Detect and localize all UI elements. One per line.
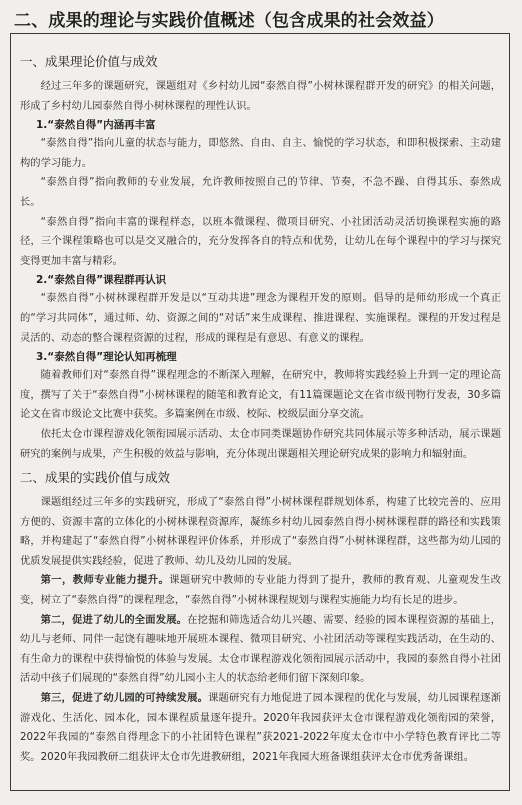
practice-intro-paragraph: 课题组经过三年多的实践研究，形成了“泰然自得”小树林课程群规划体系，构建了比较完善的、应用方便的、资源丰富的立体化的小树林课程资源库，凝练乡村幼儿园泰然自得小树林课程群的路径和实践策略，并构建起了“泰然自得”小树林课程评价体系，并形成了“泰然自得”小树林课程群，这些都为幼儿园的优质发展提供实践经验，促进了教师、幼儿及幼儿园的发展。 — [20, 496, 501, 567]
item-lead-teachers: 第一，教师专业能力提升。 — [40, 574, 170, 587]
item-text-kindergarten: 课题研究有力地促进了园本课程的优化与发展，幼儿园课程逐渐游戏化、生活化、园本化，园本课程质量逐年提升。2020年我园获评太仓市课程游戏化领衔园的荣誉，2022年我园的“泰然自得理念下的小社团特色课程”获2021-2022年度太仓市中小学特色教育评比二等奖。2020年我园教研二组获评太仓市先进教研组，2021年我园大班备课组获评太仓市优秀备课组。 — [20, 692, 502, 763]
item-text-teachers: 课题研究中教师的专业能力得到了提升，教师的教育观、儿童观发生改变，树立了“泰然自得”的课程理念，“泰然自得”小树林课程规划与课程实施能力均有长足的进步。 — [20, 574, 502, 607]
practice-item-kindergarten — [20, 689, 501, 767]
connotation-children-paragraph: “泰然自得”指向儿童的状态与能力，即悠然、自由、自主、愉悦的学习状态，和即积极探索、主动建构的学习能力。 — [20, 137, 501, 169]
practice-section — [20, 468, 501, 767]
theory-cognition-paragraph: 随着教师们对“泰然自得”课程理念的不断深入理解，在研究中，教师将实践经验上升到一定的理论高度，撰写了关于“泰然自得”小树林课程的随笔和教育论文，有11篇课题论文在省市级刊物行发表，30多篇论文在省市级论文比赛中获奖。多篇案例在市级、校际、校级层面分享交流。 — [20, 369, 501, 421]
item-lead-children: 第二，促进了幼儿的全面发展。 — [40, 613, 188, 626]
item-text-children: 在挖掘和筛选适合幼儿兴趣、需要、经验的园本课程资源的基础上，幼儿与老师、同伴一起饶有趣味地开展班本课程、微项目研究、小社团活动等课程实践活动，在生动的、有生命力的课程中获得愉悦的体验与发展。太仓市课程游戏化领衔园展示活动中，我园的泰然自得小社团活动中孩子们展现的“泰然自得”幼儿园小主人的状态给老师们留下深刻印象。 — [20, 613, 501, 685]
practice-item-children — [20, 611, 501, 689]
theory-section — [20, 52, 501, 464]
item-lead-kindergarten: 第三，促进了幼儿园的可持续发展。 — [40, 692, 209, 705]
theory-intro-paragraph: 经过三年多的课题研究，课题组对《乡村幼儿园“泰然自得”小树林课程群开发的研究》的相关问题，形成了乡村幼儿园泰然自得小树林课程的理性认识。 — [20, 80, 501, 112]
section-heading-theory: 一、成果理论价值与成效 — [20, 54, 158, 69]
section-heading-practice: 二、成果的实践价值与成效 — [20, 470, 171, 486]
content-frame — [10, 33, 510, 791]
page-title: 二、成果的理论与实践价值概述（包含成果的社会效益） — [14, 11, 444, 31]
subheading-connotation: 1.“泰然自得”内涵再丰富 — [36, 119, 156, 132]
theory-influence-paragraph: 依托太仓市课程游戏化领衔园展示活动、太仓市同类课题协作研究共同体展示等多种活动，展示课题研究的案例与成果，产生积极的效益与影响，充分体现出课题相关理论研究成果的影响力和辐射面。 — [20, 427, 501, 460]
connotation-curriculum-paragraph: “泰然自得”指向丰富的课程样态，以班本微课程、微项目研究、小社团活动灵活切换课程实施的路径，三个课程策略也可以是交叉融合的，充分发挥各自的特点和优势，让幼儿在每个课程中的学习与探究变得更加丰富与精彩。 — [20, 215, 501, 267]
subheading-theory-cognition: 3.“泰然自得”理论认知再梳理 — [36, 351, 177, 364]
curriculum-group-paragraph: “泰然自得”小树林课程群开发是以“互动共进”理念为课程开发的原则。倡导的是师幼形成一个真正的“学习共同体”，通过师、幼、资源之间的“对话”来生成课程、推进课程、实施课程。课程的开发过程是灵活的、动态的整合课程资源的过程，形成的课程是有意思、有意义的课程。 — [20, 292, 501, 344]
subheading-curriculum-group: 2.“泰然自得”课程群再认识 — [36, 274, 167, 287]
connotation-teachers-paragraph: “泰然自得”指向教师的专业发展，允许教师按照自己的节律、节奏，不急不躁、自得其乐、泰然成长。 — [20, 176, 501, 208]
practice-item-teachers — [20, 571, 501, 610]
